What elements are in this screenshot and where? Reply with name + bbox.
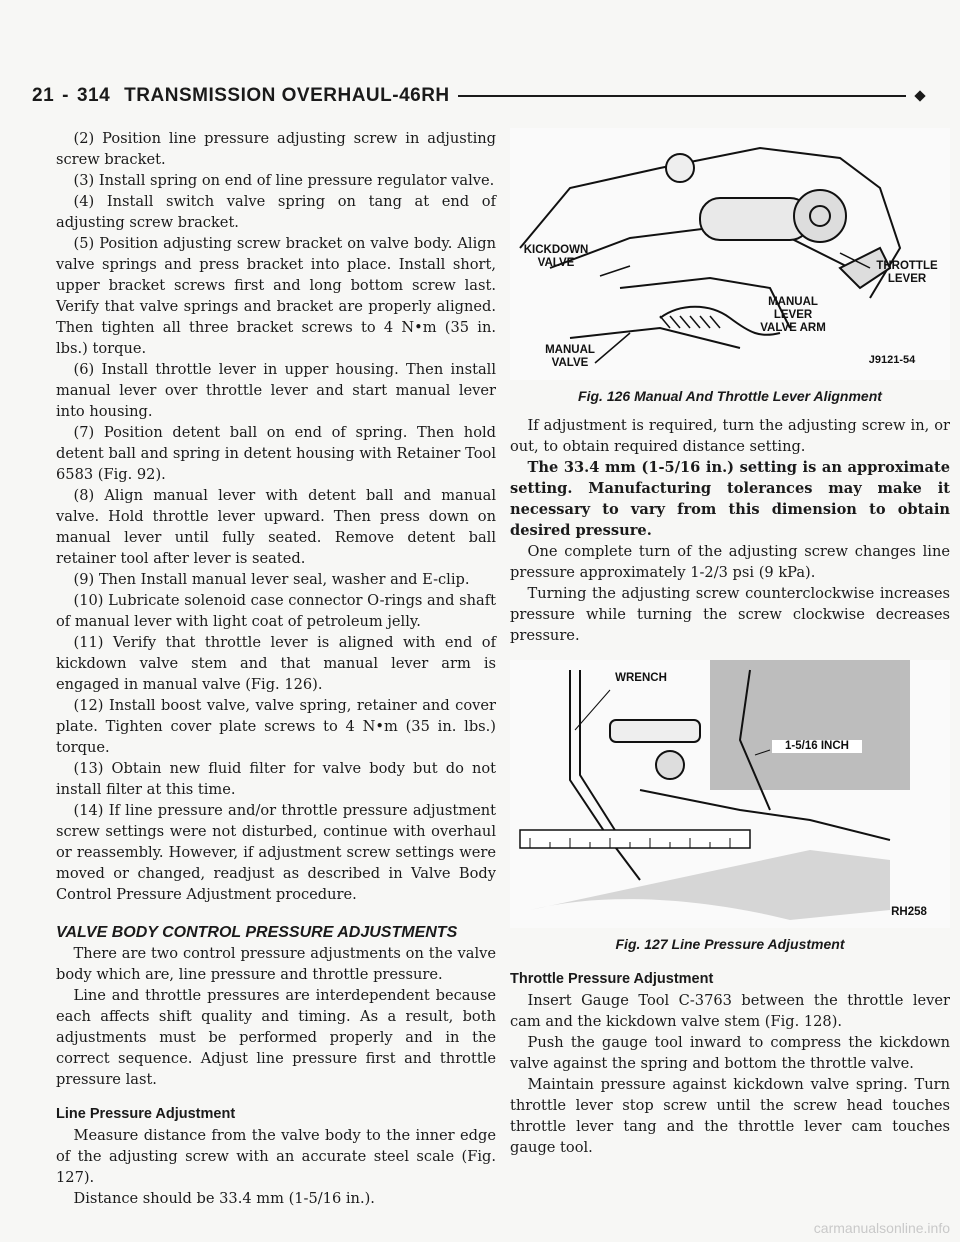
- throttle-paragraph: Insert Gauge Tool C-3763 between the throttle lever cam and the kickdown valve stem (Fig. 128).: [510, 992, 950, 1030]
- throttle-paragraph: Maintain pressure against kickdown valve spring. Turn throttle lever stop screw until the screw head touches throttle lever tang and the throttle lever cam touches gauge tool.: [510, 1076, 950, 1156]
- step-12: (12) Install boost valve, valve spring, retainer and cover plate. Tighten cover plate screws to 4 N•m (35 in. lbs.) torque.: [56, 697, 496, 756]
- header-title: [32, 85, 450, 107]
- kickdown-valve-label: KICKDOWN VALVE: [523, 244, 589, 269]
- step-11: (11) Verify that throttle lever is aligned with end of kickdown valve stem and that manual lever arm is engaged in manual valve (Fig. 126).: [56, 634, 496, 693]
- figure-code: J9121-54: [868, 354, 916, 366]
- step-14: (14) If line pressure and/or throttle pressure adjustment screw settings were not disturbed, continue with overhaul or reassembly. However, if adjustment screw settings were moved or changed, readjust as described in Valve Body Control Pressure Adjustment procedure.: [56, 802, 496, 903]
- step-7: (7) Position detent ball on end of spring. Then hold detent ball and spring in detent housing with Retainer Tool 6583 (Fig. 92).: [56, 424, 496, 483]
- page-header: [32, 80, 928, 112]
- figure-127-caption: Fig. 127 Line Pressure Adjustment: [615, 936, 845, 952]
- section-paragraph: Line and throttle pressures are interdependent because each affects shift quality and timing. As a result, both adjustments must be performed properly and in the correct sequence. Adjust line pressure first and throttle pressure last.: [56, 987, 496, 1088]
- throttle-pressure-heading: Throttle Pressure Adjustment: [510, 971, 714, 987]
- line-pressure-paragraph: Measure distance from the valve body to the inner edge of the adjusting screw with an accurate steel scale (Fig. 127).: [56, 1127, 496, 1186]
- step-5: (5) Position adjusting screw bracket on valve body. Align valve springs and press bracket into place. Install short, upper bracket screws first and long bottom screw last. Verify that valve springs and bracket are properly aligned. Then tighten all three bracket screws to 4 N•m (35 in. lbs.) torque.: [56, 235, 496, 357]
- right-paragraph: One complete turn of the adjusting screw changes line pressure approximately 1-2/3 psi (9 kPa).: [510, 543, 950, 581]
- throttle-lever-label: THROTTLE LEVER: [876, 260, 938, 285]
- manual-valve-label: MANUAL VALVE: [545, 344, 595, 369]
- step-9: (9) Then Install manual lever seal, washer and E-clip.: [73, 571, 470, 588]
- figure-code: RH258: [891, 906, 927, 918]
- section-paragraph: There are two control pressure adjustments on the valve body which are, line pressure and throttle pressure.: [56, 945, 496, 983]
- pressure-adjust-illustration: [510, 660, 950, 928]
- bold-note: The 33.4 mm (1-5/16 in.) setting is an approximate setting. Manufacturing tolerances may make it necessary to vary from this dimension to obtain desired pressure.: [510, 459, 950, 539]
- diamond-icon: [914, 90, 925, 101]
- figure-127: [510, 660, 950, 928]
- header-rule: [458, 95, 906, 97]
- line-pressure-heading: Line Pressure Adjustment: [56, 1106, 236, 1122]
- manual-lever-valve-arm-label: MANUAL LEVER VALVE ARM: [760, 296, 826, 334]
- page-index: 314: [76, 85, 111, 106]
- step-4: (4) Install switch valve spring on tang at end of adjusting screw bracket.: [56, 193, 496, 231]
- step-10: (10) Lubricate solenoid case connector O-rings and shaft of manual lever with light coat of petroleum jelly.: [56, 592, 496, 630]
- step-2: (2) Position line pressure adjusting screw in adjusting screw bracket.: [56, 130, 496, 168]
- header-separator: -: [62, 85, 69, 106]
- figure-126-caption: Fig. 126 Manual And Throttle Lever Alignment: [578, 388, 882, 404]
- step-3: (3) Install spring on end of line pressure regulator valve.: [73, 172, 495, 189]
- right-column: [510, 128, 950, 1158]
- dimension-label: 1-5/16 INCH: [772, 740, 862, 753]
- right-paragraph: If adjustment is required, turn the adjusting screw in, or out, to obtain required distance setting.: [510, 417, 950, 455]
- wrench-label: WRENCH: [615, 672, 667, 684]
- step-13: (13) Obtain new fluid filter for valve body but do not install filter at this time.: [56, 760, 496, 798]
- line-pressure-paragraph: Distance should be 33.4 mm (1-5/16 in.).: [73, 1190, 375, 1207]
- throttle-paragraph: Push the gauge tool inward to compress the kickdown valve against the spring and bottom the throttle valve.: [510, 1034, 950, 1072]
- left-column: [56, 128, 496, 1209]
- section-title: TRANSMISSION OVERHAUL-46RH: [124, 85, 450, 106]
- watermark: carmanualsonline.info: [813, 1220, 950, 1236]
- step-6: (6) Install throttle lever in upper housing. Then install manual lever over throttle lever and start manual lever into housing.: [56, 361, 496, 420]
- section-heading: VALVE BODY CONTROL PRESSURE ADJUSTMENTS: [56, 924, 458, 941]
- page-number: 21: [32, 85, 55, 106]
- step-8: (8) Align manual lever with detent ball and manual valve. Hold throttle lever upward. Then press down on manual lever until fully seated. Remove detent ball retainer tool after lever is seated.: [56, 487, 496, 567]
- figure-126: [510, 128, 950, 380]
- right-paragraph: Turning the adjusting screw counterclockwise increases pressure while turning the screw clockwise decreases pressure.: [510, 585, 950, 644]
